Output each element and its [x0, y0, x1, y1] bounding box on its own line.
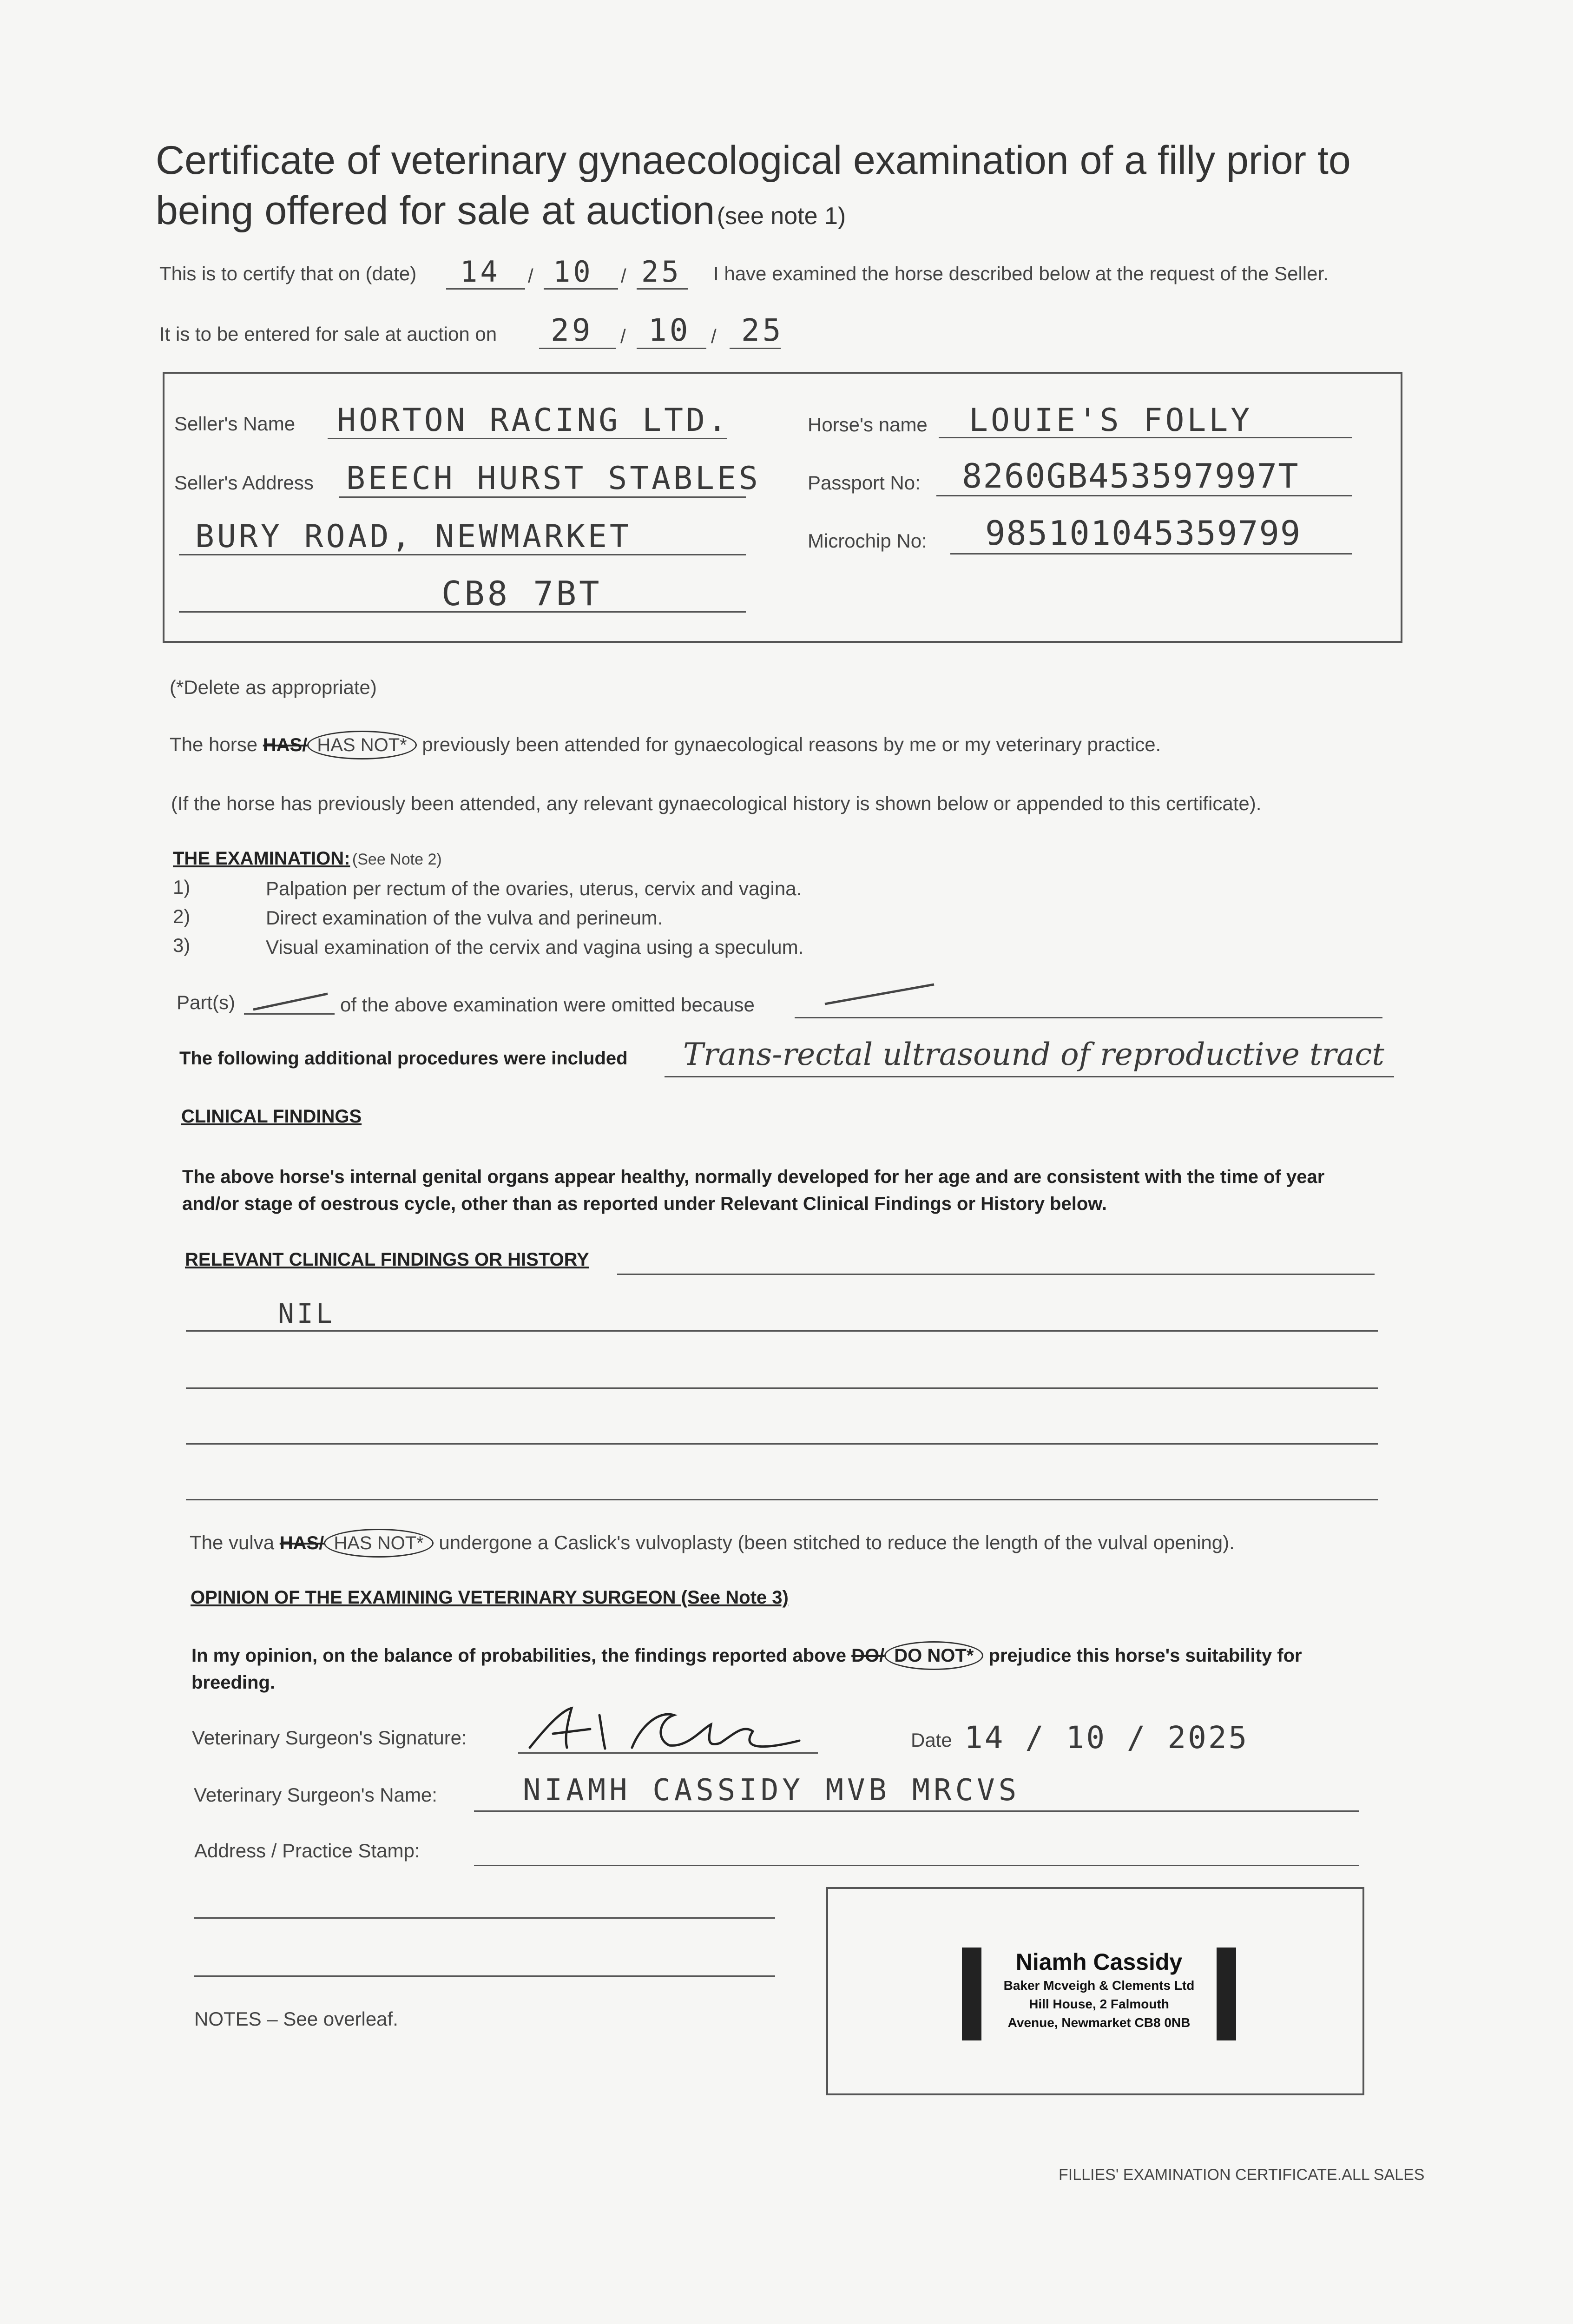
examination-item-num-2: 2)	[173, 905, 191, 927]
passport-label: Passport No:	[808, 472, 921, 494]
auction-day-line	[539, 348, 616, 349]
exam-month-line	[544, 288, 618, 290]
exam-year: 25	[641, 255, 682, 289]
attended-suffix: previously been attended for gynaecological reasons by me or my veterinary practice.	[422, 733, 1161, 755]
certify-suffix: I have examined the horse described below at the request of the Seller.	[713, 263, 1329, 284]
clinical-heading: CLINICAL FINDINGS	[181, 1106, 362, 1127]
horse-name-line	[939, 437, 1352, 438]
date-label: Date	[911, 1729, 952, 1751]
auction-year-line	[730, 348, 781, 349]
address-line-2	[194, 1975, 775, 1977]
examination-item-num-3: 3)	[173, 934, 191, 956]
signature-label: Veterinary Surgeon's Signature:	[192, 1727, 467, 1749]
omitted-prefix: Part(s)	[177, 991, 235, 1013]
seller-address-line3-rule	[179, 611, 746, 613]
vet-signature	[520, 1697, 818, 1762]
attended-has-not-option: HAS NOT*	[307, 731, 416, 759]
clinical-text-2: and/or stage of oestrous cycle, other than as reported under Relevant Clinical Findings or History below.	[182, 1194, 1107, 1214]
certificate-title-line2: being offered for sale at auction	[156, 188, 715, 233]
seller-name-label: Seller's Name	[174, 413, 296, 435]
opinion-text-1: In my opinion, on the balance of probabilities, the findings reported above	[191, 1645, 847, 1666]
seller-address-line2-rule	[179, 554, 746, 555]
examination-note: (See Note 2)	[352, 851, 442, 868]
examination-item-text-2: Direct examination of the vulva and perineum.	[266, 907, 663, 929]
omitted-reason-line	[795, 1017, 1382, 1018]
opinion-text-3: breeding.	[191, 1672, 276, 1693]
address-stamp-label: Address / Practice Stamp:	[194, 1840, 420, 1862]
additional-value: Trans-rectal ultrasound of reproductive tract	[683, 1037, 1384, 1072]
exam-month: 10	[553, 255, 593, 289]
auction-day: 29	[551, 312, 593, 348]
omitted-middle: of the above examination were omitted because	[340, 994, 755, 1016]
vulva-line	[190, 1532, 1235, 1554]
seller-address-line1-rule	[339, 496, 746, 498]
seller-address-label: Seller's Address	[174, 472, 314, 494]
auction-date-sep1: /	[620, 325, 626, 347]
stamp-line-3: Avenue, Newmarket CB8 0NB	[1007, 2015, 1191, 2030]
examination-heading: THE EXAMINATION:	[173, 848, 350, 869]
opinion-line	[191, 1645, 1302, 1666]
certify-prefix: This is to certify that on (date)	[159, 263, 417, 284]
notes-overleaf: NOTES – See overleaf.	[194, 2008, 398, 2030]
horse-name: LOUIE'S FOLLY	[969, 402, 1253, 439]
seller-address-line1: BEECH HURST STABLES	[346, 460, 761, 497]
relevant-value: NIL	[278, 1298, 335, 1329]
omitted-parts-line	[244, 1013, 335, 1015]
clinical-text-1: The above horse's internal genital organs appear healthy, normally developed for her age and are consistent with the time of year	[182, 1167, 1325, 1187]
stamp-name: Niamh Cassidy	[1015, 1949, 1183, 1975]
additional-line	[665, 1076, 1394, 1077]
stamp-line-1: Baker Mcveigh & Clements Ltd	[1003, 1978, 1195, 1993]
footer-label: FILLIES' EXAMINATION CERTIFICATE.ALL SALES	[1059, 2166, 1425, 2184]
stamp-text	[981, 1948, 1217, 2032]
stamp-bar-right	[1217, 1948, 1236, 2040]
exam-date-sep1: /	[528, 265, 533, 287]
auction-month-line	[637, 348, 706, 349]
seller-name: HORTON RACING LTD.	[337, 402, 730, 439]
signature-line	[518, 1752, 818, 1754]
auction-month: 10	[648, 312, 691, 348]
opinion-do-option: DO/	[851, 1645, 885, 1666]
auction-prefix: It is to be entered for sale at auction on	[159, 323, 497, 345]
omitted-reason-dash	[823, 981, 939, 1009]
opinion-do-not-option: DO NOT*	[884, 1641, 983, 1670]
horse-name-label: Horse's name	[808, 414, 928, 436]
seller-address-line2: BURY ROAD, NEWMARKET	[195, 518, 632, 555]
microchip-number: 985101045359799	[985, 514, 1302, 553]
examination-item-text-3: Visual examination of the cervix and vagina using a speculum.	[266, 936, 804, 958]
additional-label: The following additional procedures were included	[179, 1048, 628, 1069]
exam-day-line	[446, 288, 525, 290]
relevant-line-2	[186, 1387, 1378, 1389]
passport-line	[936, 495, 1352, 496]
attended-line	[170, 733, 1161, 756]
relevant-line-1	[186, 1330, 1378, 1332]
vulva-has-not-option: HAS NOT*	[324, 1529, 433, 1558]
vulva-suffix: undergone a Caslick's vulvoplasty (been stitched to reduce the length of the vulval opening).	[439, 1532, 1235, 1553]
signature-date: 14 / 10 / 2025	[964, 1720, 1249, 1756]
certificate-title-line2-row	[156, 185, 846, 236]
omitted-parts-dash	[251, 990, 330, 1013]
vulva-prefix: The vulva	[190, 1532, 275, 1553]
address-stamp-line	[474, 1865, 1359, 1866]
microchip-label: Microchip No:	[808, 530, 927, 552]
vet-name-label: Veterinary Surgeon's Name:	[194, 1784, 437, 1806]
relevant-line-3	[186, 1443, 1378, 1445]
attended-has-option: HAS/	[263, 735, 308, 755]
exam-day: 14	[460, 255, 500, 289]
certificate-title-line1: Certificate of veterinary gynaecological examination of a filly prior to	[156, 138, 1351, 183]
exam-year-line	[637, 288, 688, 290]
stamp-line-2: Hill House, 2 Falmouth	[1029, 1997, 1169, 2011]
auction-year: 25	[741, 312, 784, 348]
auction-date-sep2: /	[711, 325, 717, 347]
examination-item-text-1: Palpation per rectum of the ovaries, uterus, cervix and vagina.	[266, 878, 802, 899]
exam-date-sep2: /	[621, 265, 626, 287]
stamp-bar-left	[962, 1948, 981, 2040]
seller-address-line3: CB8 7BT	[441, 574, 602, 613]
microchip-line	[950, 553, 1352, 555]
relevant-heading: RELEVANT CLINICAL FINDINGS OR HISTORY	[185, 1249, 589, 1270]
opinion-heading: OPINION OF THE EXAMINING VETERINARY SURGEON (See Note 3)	[191, 1587, 789, 1608]
address-line-1	[194, 1917, 775, 1919]
attended-prefix: The horse	[170, 733, 258, 755]
delete-note: (*Delete as appropriate)	[170, 676, 377, 698]
relevant-heading-line	[617, 1274, 1375, 1275]
examination-item-num-1: 1)	[173, 876, 191, 898]
examination-heading-row	[173, 848, 442, 869]
seller-name-line	[328, 438, 727, 439]
title-note: (see note 1)	[717, 203, 846, 230]
attended-note: (If the horse has previously been attended, any relevant gynaecological history is shown below or appended to this certificate).	[171, 792, 1262, 814]
vet-name: NIAMH CASSIDY MVB MRCVS	[523, 1773, 1020, 1808]
opinion-text-2: prejudice this horse's suitability for	[988, 1645, 1302, 1666]
vulva-has-option: HAS/	[279, 1533, 324, 1553]
vet-name-line	[474, 1810, 1359, 1812]
passport-number: 8260GB453597997T	[962, 456, 1299, 495]
relevant-line-4	[186, 1499, 1378, 1500]
